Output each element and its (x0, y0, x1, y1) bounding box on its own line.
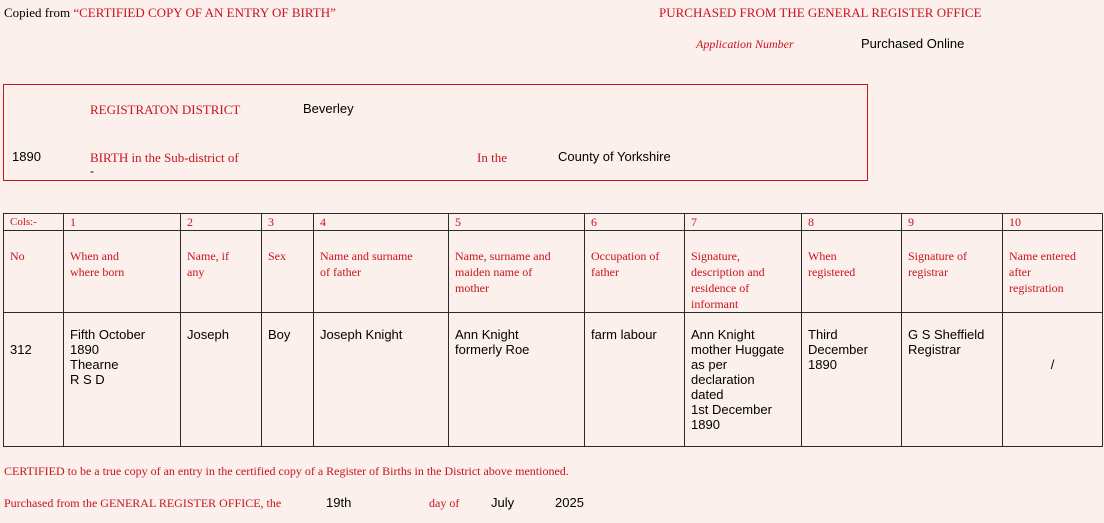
cell-registrar (902, 313, 1003, 447)
col-number: 9 (902, 214, 1003, 231)
copied-from-line (4, 5, 336, 21)
cell-line: as per (691, 357, 728, 372)
certificate-month: July (491, 495, 515, 510)
county-value: County of Yorkshire (558, 149, 671, 164)
cell-line: Registrar (908, 342, 961, 357)
header-line: Name, if (187, 249, 229, 263)
header-line: where born (70, 265, 125, 279)
header-line: registrar (908, 265, 948, 279)
application-number-value: Purchased Online (861, 36, 965, 51)
cell-line: 1st December (691, 402, 772, 417)
column-number-row (4, 214, 1103, 231)
cell-line: formerly Roe (455, 342, 530, 357)
col-number: 6 (585, 214, 685, 231)
cell-father (314, 313, 449, 447)
cell-line: Thearne (70, 357, 119, 372)
header-name-after (1003, 231, 1103, 313)
header-line: Occupation of (591, 249, 660, 263)
cell-line: farm labour (591, 327, 657, 342)
header-line: Signature of (908, 249, 967, 263)
header-line: registration (1009, 281, 1064, 295)
header-line: residence of (691, 281, 750, 295)
col-number: 2 (181, 214, 262, 231)
application-number-label: Application Number (696, 37, 794, 51)
header-line: Name, surname and (455, 249, 551, 263)
cell-line: dated (691, 387, 724, 402)
cell-line: / (1050, 357, 1055, 372)
col-number: 4 (314, 214, 449, 231)
header-mother (449, 231, 585, 313)
certificate-title: “CERTIFIED COPY OF AN ENTRY OF BIRTH” (73, 5, 336, 20)
cell-line: Joseph Knight (320, 327, 403, 342)
certificate-day: 19th (326, 495, 352, 510)
header-line: any (187, 265, 205, 279)
cell-sex (262, 313, 314, 447)
column-header-row (4, 231, 1103, 313)
cell-line: Joseph (187, 327, 229, 342)
copied-from-label: Copied from (4, 5, 74, 20)
district-box (3, 84, 868, 181)
header-line: Name and surname (320, 249, 413, 263)
cell-occupation (585, 313, 685, 447)
purchased-footer-label: Purchased from the GENERAL REGISTER OFFICE, the (4, 496, 282, 510)
col-number: 5 (449, 214, 585, 231)
cell-line: R S D (70, 372, 105, 387)
cell-line: mother Huggate (691, 342, 785, 357)
header-line: Name entered (1009, 249, 1076, 263)
cell-line: 1890 (691, 417, 720, 432)
header-line: mother (455, 281, 489, 295)
col-number: 10 (1003, 214, 1103, 231)
cell-name (181, 313, 262, 447)
birth-entry-table (3, 213, 1103, 447)
cell-line: 1890 (808, 357, 837, 372)
day-of-label: day of (429, 496, 460, 510)
header-line: Signature, (691, 249, 740, 263)
col-number: 8 (802, 214, 902, 231)
header-informant (685, 231, 802, 313)
col-number: 7 (685, 214, 802, 231)
purchased-from-header: PURCHASED FROM THE GENERAL REGISTER OFFICE (659, 5, 982, 20)
certificate-year: 2025 (555, 495, 584, 510)
header-line: When and (70, 249, 119, 263)
cell-no (4, 313, 64, 447)
registration-district-value: Beverley (303, 101, 354, 116)
cell-mother (449, 313, 585, 447)
certified-statement: CERTIFIED to be a true copy of an entry in the certified copy of a Register of Births in the District above mentioned. (4, 464, 569, 478)
cell-name-after (1003, 313, 1103, 447)
header-when-where-born (64, 231, 181, 313)
cell-line: 312 (10, 342, 32, 357)
subdistrict-value: - (90, 164, 94, 178)
cell-line: Boy (268, 327, 291, 342)
header-line: after (1009, 265, 1031, 279)
header-father (314, 231, 449, 313)
birth-subdistrict-label: BIRTH in the Sub-district of (90, 150, 239, 165)
cell-line: December (808, 342, 868, 357)
cell-line: Third (808, 327, 838, 342)
registration-district-label: REGISTRATON DISTRICT (90, 102, 241, 117)
header-line: Sex (268, 249, 286, 263)
header-line: No (10, 249, 25, 263)
cell-informant (685, 313, 802, 447)
cell-line: declaration (691, 372, 755, 387)
col-number: 1 (64, 214, 181, 231)
header-sex (262, 231, 314, 313)
cell-line: 1890 (70, 342, 99, 357)
cols-label: Cols:- (4, 214, 64, 231)
cell-line: G S Sheffield (908, 327, 985, 342)
cell-line: Ann Knight (455, 327, 519, 342)
cell-when-registered (802, 313, 902, 447)
header-name (181, 231, 262, 313)
header-line: description and (691, 265, 765, 279)
header-line: of father (320, 265, 361, 279)
entry-row (4, 313, 1103, 447)
header-line: maiden name of (455, 265, 533, 279)
header-occupation (585, 231, 685, 313)
cell-line: Ann Knight (691, 327, 755, 342)
header-line: When (808, 249, 837, 263)
cell-when-where-born (64, 313, 181, 447)
header-line: registered (808, 265, 856, 279)
header-line: informant (691, 297, 739, 311)
col-number: 3 (262, 214, 314, 231)
header-no (4, 231, 64, 313)
cell-line: Fifth October (70, 327, 146, 342)
in-the-label: In the (477, 150, 507, 165)
header-when-registered (802, 231, 902, 313)
header-line: father (591, 265, 619, 279)
header-registrar (902, 231, 1003, 313)
registration-year: 1890 (12, 149, 41, 164)
